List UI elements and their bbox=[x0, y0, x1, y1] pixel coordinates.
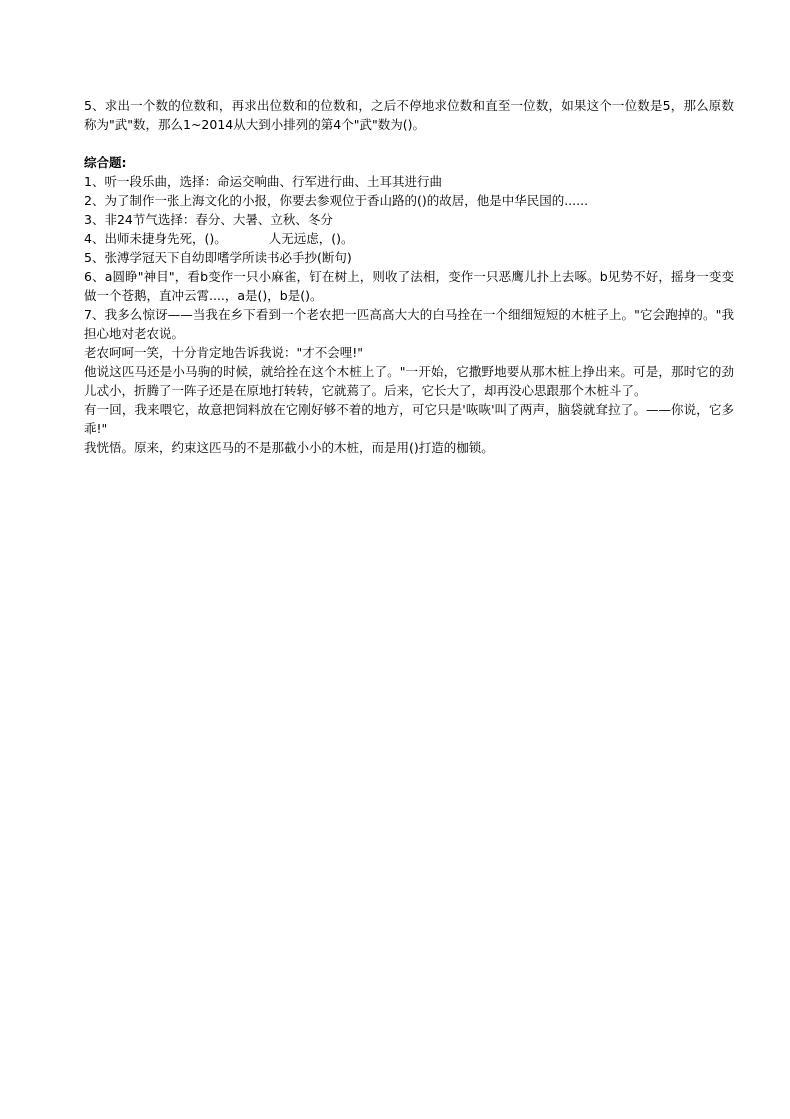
item-7-line-3: 他说这匹马还是小马驹的时候，就给拴在这个木桩上了。"一开始，它撒野地要从那木桩上挣出来。可是，那时它的劲儿忒小，折腾了一阵子还是在原地打转转，它就蔫了。后来，它长大了，却再没心思跟那个木桩斗了。 bbox=[84, 364, 734, 398]
item-5: 5、张溥学冠天下自幼即嗜学所读书必手抄(断句) bbox=[84, 250, 352, 265]
item-2: 2、为了制作一张上海文化的小报，你要去参观位于香山路的()的故居，他是中华民国的...... bbox=[84, 193, 589, 208]
item-7-line-1: 7、我多么惊讶——当我在乡下看到一个老农把一匹高高大大的白马拴在一个细细短短的木桩子上。"它会跑掉的。"我担心地对老农说。 bbox=[84, 307, 734, 341]
question-5: 5、求出一个数的位数和，再求出位数和的位数和，之后不停地求位数和直至一位数，如果这个一位数是5，那么原数称为"武"数，那么1~2014从大到小排列的第4个"武"数为()。 bbox=[84, 98, 734, 132]
section-heading: 综合题: bbox=[84, 155, 127, 170]
item-7-line-2: 老农呵呵一笑，十分肯定地告诉我说："才不会哩!" bbox=[84, 345, 364, 360]
item-4-part-b: 人无远虑，()。 bbox=[268, 231, 354, 246]
item-3: 3、非24节气选择：春分、大暑、立秋、冬分 bbox=[84, 212, 333, 227]
item-4 bbox=[84, 229, 734, 248]
item-6: 6、a圆睁"神目"，看b变作一只小麻雀，钉在树上，则收了法相，变作一只恶鹰儿扑上去啄。b见势不好，摇身一变变做一个苍鹅，直冲云霄....，a是()，b是()。 bbox=[84, 269, 734, 303]
item-7-line-4: 有一回，我来喂它，故意把饲料放在它刚好够不着的地方，可它只是'咴咴'叫了两声，脑袋就耷拉了。——你说，它多乖!" bbox=[84, 402, 734, 436]
item-1: 1、听一段乐曲，选择：命运交响曲、行军进行曲、土耳其进行曲 bbox=[84, 174, 442, 189]
document-page bbox=[84, 96, 734, 457]
paragraph-gap bbox=[84, 134, 734, 153]
item-7-line-5: 我恍悟。原来，约束这匹马的不是那截小小的木桩，而是用()打造的枷锁。 bbox=[84, 440, 494, 455]
item-4-part-a: 4、出师未捷身先死，()。 bbox=[84, 231, 227, 246]
